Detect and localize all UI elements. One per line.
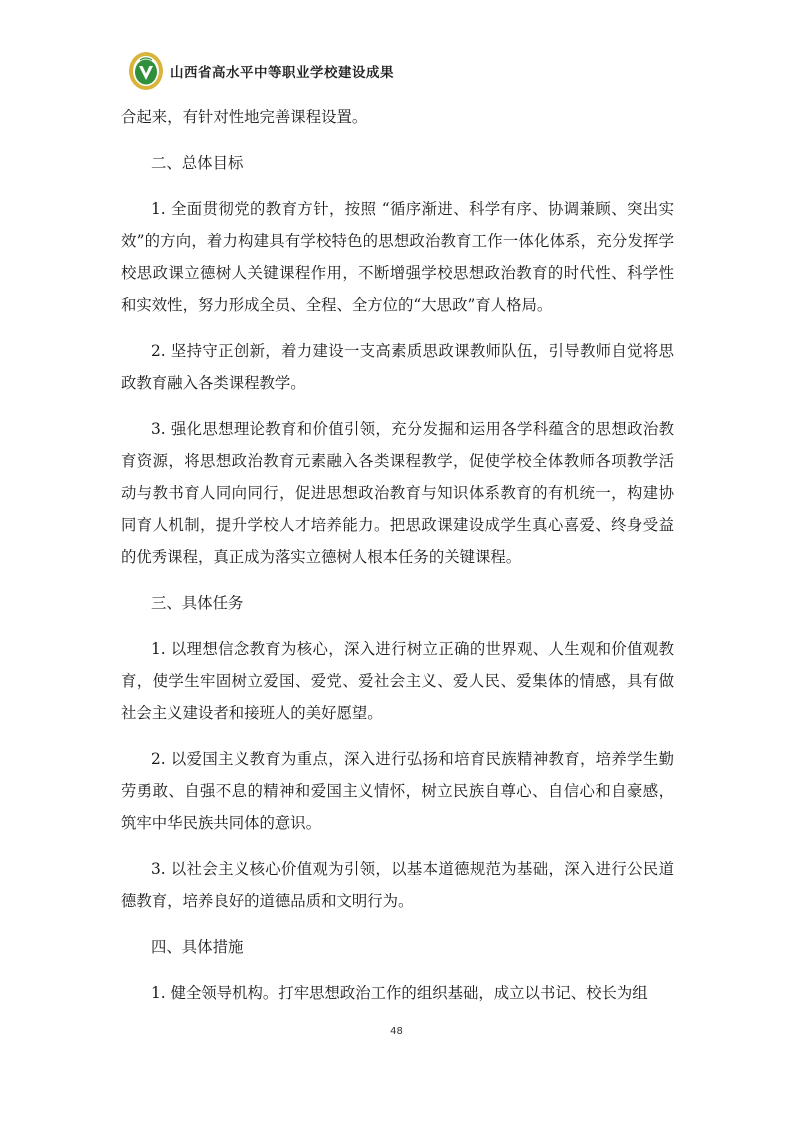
section-heading-overall-goals: 二、总体目标 — [151, 154, 244, 172]
header-title: 山西省高水平中等职业学校建设成果 — [170, 65, 394, 81]
document-body — [121, 101, 674, 1023]
section-heading-specific-tasks: 三、具体任务 — [151, 594, 244, 612]
school-emblem-icon — [128, 51, 164, 91]
paragraph-task-2: 2. 以爱国主义教育为重点，深入进行弘扬和培育民族精神教育，培养学生勤劳勇敢、自强不息的精神和爱国主义情怀，树立民族自尊心、自信心和自豪感，筑牢中华民族共同体的意识。 — [121, 750, 674, 832]
paragraph-measure-1: 1. 健全领导机构。打牢思想政治工作的组织基础，成立以书记、校长为组 — [151, 984, 648, 1002]
paragraph-goal-3: 3. 强化思想理论教育和价值引领，充分发掘和运用各学科蕴含的思想政治教育资源，将思想政治教育元素融入各类课程教学，促使学校全体教师各项教学活动与教书育人同向同行，促进思想政治教育与知识体系教育的有机统一，构建协同育人机制，提升学校人才培养能力。把思政课建设成学生真心喜爱、终身受益的优秀课程，真正成为落实立德树人根本任务的关键课程。 — [121, 420, 674, 566]
paragraph-goal-2: 2. 坚持守正创新，着力建设一支高素质思政课教师队伍，引导教师自觉将思政教育融入各类课程教学。 — [121, 342, 674, 392]
paragraph-task-3: 3. 以社会主义核心价值观为引领，以基本道德规范为基础，深入进行公民道德教育，培养良好的道德品质和文明行为。 — [121, 860, 674, 910]
paragraph-task-1: 1. 以理想信念教育为核心，深入进行树立正确的世界观、人生观和价值观教育，使学生牢固树立爱国、爱党、爱社会主义、爱人民、爱集体的情感，具有做社会主义建设者和接班人的美好愿望。 — [121, 640, 674, 722]
page-number: 48 — [390, 1026, 403, 1037]
paragraph-continuation: 合起来，有针对性地完善课程设置。 — [121, 108, 368, 126]
page-header — [128, 44, 394, 98]
paragraph-goal-1: 1. 全面贯彻党的教育方针，按照 “循序渐进、科学有序、协调兼顾、突出实效”的方向，着力构建具有学校特色的思想政治教育工作一体化体系，充分发挥学校思政课立德树人关键课程作用，不断增强学校思想政治教育的时代性、科学性和实效性，努力形成全员、全程、全方位的“大思政”育人格局。 — [121, 200, 674, 314]
section-heading-specific-measures: 四、具体措施 — [151, 938, 244, 956]
